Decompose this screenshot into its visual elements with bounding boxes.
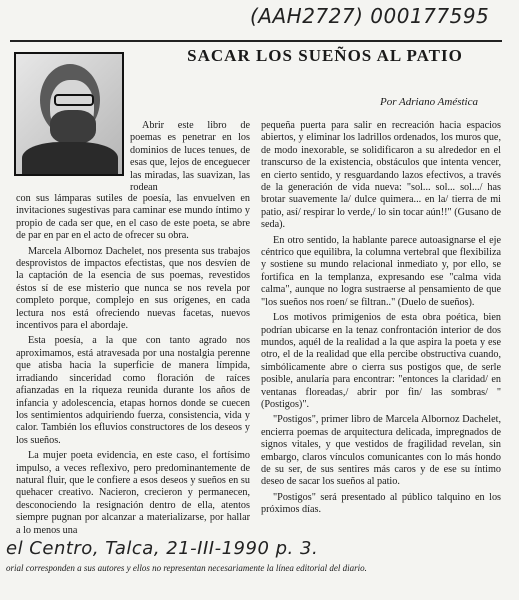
paragraph-4: La mujer poeta evidencia, en este caso, el fortísimo impulso, a veces reflexivo, pero predominantemente de natural fluir, que le confiere a esos deseos y sueños en su quehacer creativo. Nacieron, crecieron y permanecen, desconociendo la resignación dentro de ella, atentos siempre pugnan por alcanzar a materializarse, por hallar a lo menos una	[16, 450, 250, 536]
paragraph-6: En otro sentido, la hablante parece autoasignarse el eje céntrico que equilibra, la columna vertebral que flexibiliza y sostiene su mundo relacional inmediato y, por ello, se fortifica en la templanza, expresando ese "calma vida calma", aunque no logra sustraerse al pensamiento de que "los sueños nos roen/ se filtran.." (Duelo de sueños).	[261, 234, 501, 308]
paragraph-9: "Postigos" será presentado al público talquino en los próximos días.	[261, 491, 501, 516]
catalog-id-stamp: (AAH2727) 000177595	[250, 4, 490, 28]
paragraph-7: Los motivos primigenios de esta obra poética, bien podrían ubicarse en la tenaz confrontación interior de dos mundos, aquél de la realidad a la que aspira la poeta y ese otro, el de la realidad que ella percibe obstructiva cuando, simbólicamente abre o cierra sus postigos que, de serle posible, anularía para encontrar: "entonces la claridad/ en ventanas floreadas,/ abrir por fin/ las sombras/ "(Postigos)".	[261, 312, 501, 410]
author-photo	[14, 52, 124, 176]
article-title: SACAR LOS SUEÑOS AL PATIO	[187, 46, 463, 65]
column-left	[16, 193, 250, 540]
paragraph-2: Marcela Albornoz Dachelet, nos presenta sus trabajos desprovistos de impactos efectistas, que nos desvíen de la captación de la esencia de sus poemas, revestidos éstos sí de ese misterio que nunca se nos revela por completo porque, complejo en sus orígenes, en cada lectura nos está ofreciendo nuevas facetas, nuevos incentivos para el abordaje.	[16, 245, 250, 332]
paragraph-5: pequeña puerta para salir en recreación hacia espacios abiertos, y eliminar los ladrillos ordenados, los muros que, de modo inexorable, se solidificaron a su alrededor en el transcurso de la existencia, obstáculos que intenta vencer, en cierto sentido, y resguardando lazos efectivos, a través de la generación de vida nueva: "sol... sol... sol.../ has brotar suavemente la/ dulce quimera... en la/ tierra de mi patio, así/ respirar lo verde,/ lo sin tocar aún!!" (Gusano de seda).	[261, 120, 501, 231]
paragraph-8: "Postigos", primer libro de Marcela Albornoz Dachelet, encierra poemas de arquitectura delicada, impregnados de signos vitales, y que vestidos de fragilidad revelan, sin embargo, claros vínculos comunicantes con lo más hondo de su ser, de sus sentires más caros y de ese su íntimo deseo de sacar los sueños al patio.	[261, 414, 501, 488]
paragraph-intro-top: Abrir este libro de poemas es penetrar en los dominios de luces tenues, de esas que, lejos de enceguecer las miradas, las suavizan, las rodean	[130, 120, 250, 194]
source-handwritten-note: el Centro, Talca, 21-III-1990 p. 3.	[6, 538, 319, 559]
article-byline: Por Adriano Améstica	[380, 96, 478, 108]
paragraph-3: Esta poesía, a la que con tanto agrado nos aproximamos, está atravesada por una nostalgia perenne que atisba hacia la superficie de manera límpida, irradiando sinceridad como floración de raíces afianzadas en la riqueza reunida durante los años de infancia y adolescencia, etapas hornos donde se cuecen los sentimientos adquiriendo fuerza, consistencia, vida y calor. También los efluvios constructores de los deseos y los sueños.	[16, 335, 250, 446]
column-right	[261, 120, 501, 520]
column-left-top	[130, 120, 250, 194]
editorial-disclaimer: orial corresponden a sus autores y ellos no representan necesariamente la línea editorial del diario.	[6, 563, 367, 573]
paragraph-intro-rest: con sus lámparas sutiles de poesía, las envuelven en invitaciones sugestivas para caminar ese mundo íntimo y propio de cada ser que, en el caso de este poeta, se abre de par en par en el acto de ofrecer su obra.	[16, 193, 250, 242]
